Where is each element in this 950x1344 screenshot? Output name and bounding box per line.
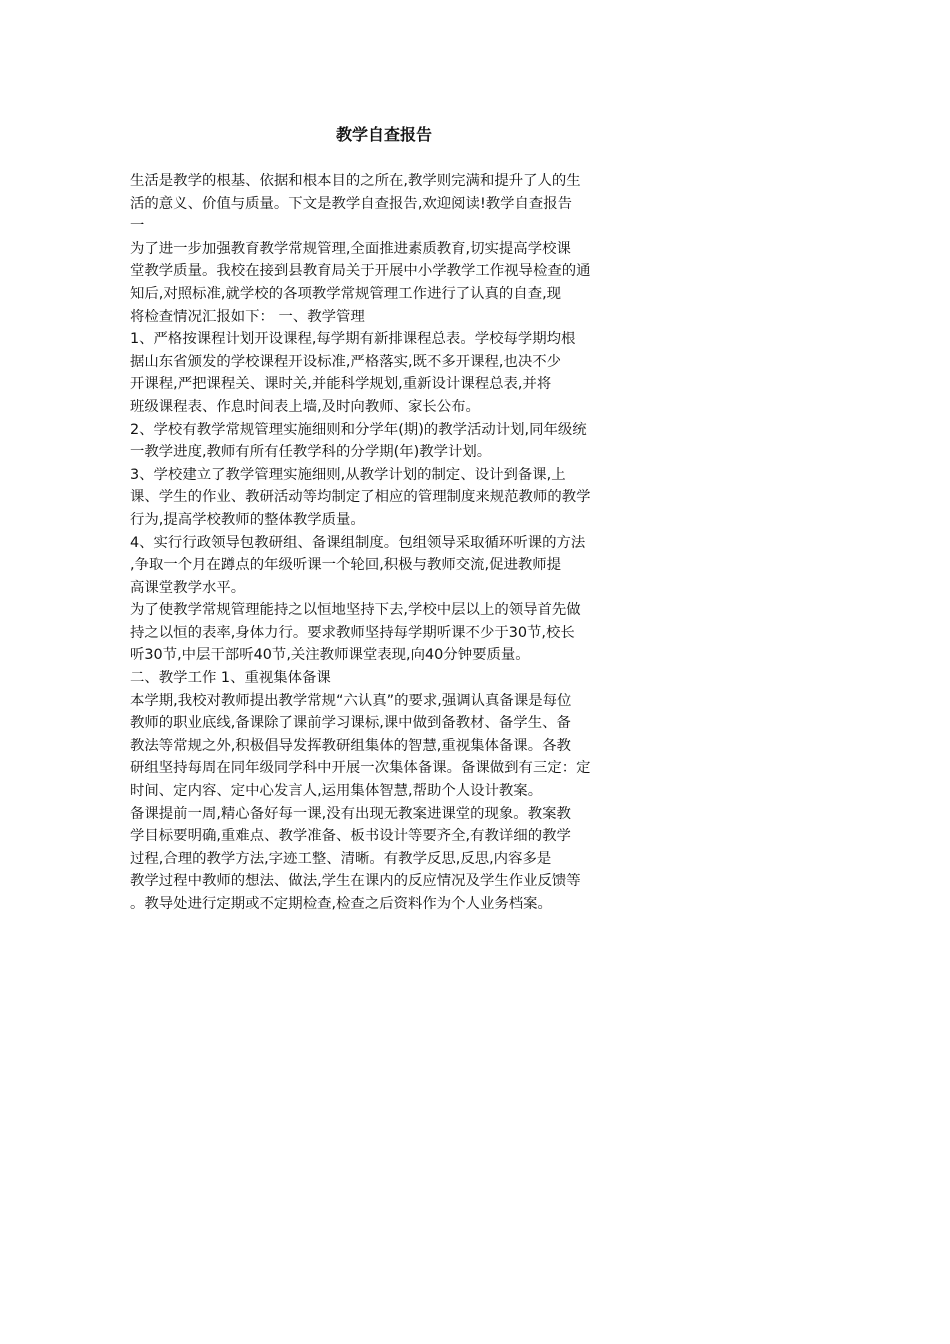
paragraph-line: 知后,对照标准,就学校的各项教学常规管理工作进行了认真的自查,现 — [130, 285, 562, 302]
paragraph-line: 研组坚持每周在同年级同学科中开展一次集体备课。备课做到有三定：定 — [130, 760, 591, 777]
paragraph-line: 开课程,严把课程关、课时关,并能科学规划,重新设计课程总表,并将 — [130, 376, 552, 393]
paragraph-line: 。教导处进行定期或不定期检查,检查之后资料作为个人业务档案。 — [130, 896, 552, 912]
paragraph-line: 一 — [130, 218, 145, 235]
paragraph-line: 本学期,我校对教师提出教学常规“六认真”的要求,强调认真备课是每位 — [130, 692, 572, 709]
paragraph-line: 4、实行行政领导包教研组、备课组制度。包组领导采取循环听课的方法 — [130, 534, 586, 551]
paragraph-line: 为了使教学常规管理能持之以恒地坚持下去,学校中层以上的领导首先做 — [130, 602, 581, 619]
paragraph-line: 堂教学质量。我校在接到县教育局关于开展中小学教学工作视导检查的通 — [130, 263, 591, 280]
paragraph-line: 3、学校建立了教学管理实施细则,从教学计划的制定、设计到备课,上 — [130, 466, 566, 483]
paragraph-line: 班级课程表、作息时间表上墙,及时向教师、家长公布。 — [130, 398, 480, 415]
paragraph-line: 二、教学工作 1、重视集体备课 — [130, 670, 331, 687]
paragraph-line: 行为,提高学校教师的整体教学质量。 — [130, 511, 365, 528]
paragraph-line: 据山东省颁发的学校课程开设标准,严格落实,既不多开课程,也决不少 — [130, 353, 562, 370]
paragraph-line: 学目标要明确,重难点、教学准备、板书设计等要齐全,有教详细的教学 — [130, 828, 571, 845]
paragraph-line: 持之以恒的表率,身体力行。要求教师坚持每学期听课不少于30节,校长 — [130, 624, 575, 641]
paragraph-line: 一教学进度,教师有所有任教学科的分学期(年)教学计划。 — [130, 444, 492, 461]
document-title: 教学自查报告 — [335, 125, 432, 144]
document-body — [130, 170, 650, 916]
paragraph-line: 1、严格按课程计划开设课程,每学期有新排课程总表。学校每学期均根 — [130, 331, 576, 348]
paragraph-line: 教法等常规之外,积极倡导发挥教研组集体的智慧,重视集体备课。各教 — [130, 737, 571, 754]
paragraph-line: 活的意义、价值与质量。下文是教学自查报告,欢迎阅读!教学自查报告 — [130, 195, 573, 212]
paragraph-line: 教学过程中教师的想法、做法,学生在课内的反应情况及学生作业反馈等 — [130, 873, 581, 890]
paragraph-line: 听30节,中层干部听40节,关注教师课堂表现,向40分钟要质量。 — [130, 647, 530, 664]
paragraph-line: 2、学校有教学常规管理实施细则和分学年(期)的教学活动计划,同年级统 — [130, 421, 587, 438]
paragraph-line: 过程,合理的教学方法,字迹工整、清晰。有教学反思,反思,内容多是 — [130, 850, 552, 867]
paragraph-line: ,争取一个月在蹲点的年级听课一个轮回,积极与教师交流,促进教师提 — [130, 557, 562, 574]
paragraph-line: 为了进一步加强教育教学常规管理,全面推进素质教育,切实提高学校课 — [130, 240, 571, 257]
paragraph-line: 课、学生的作业、教研活动等均制定了相应的管理制度来规范教师的教学 — [130, 489, 591, 506]
paragraph-line: 备课提前一周,精心备好每一课,没有出现无教案进课堂的现象。教案教 — [130, 805, 571, 822]
paragraph-line: 教师的职业底线,备课除了课前学习课标,课中做到备教材、备学生、备 — [130, 715, 571, 732]
paragraph-line: 时间、定内容、定中心发言人,运用集体智慧,帮助个人设计教案。 — [130, 783, 543, 800]
paragraph-line: 将检查情况汇报如下： 一、教学管理 — [130, 308, 365, 325]
paragraph-line: 生活是教学的根基、依据和根本目的之所在,教学则完满和提升了人的生 — [130, 173, 581, 189]
paragraph-line: 高课堂教学水平。 — [130, 579, 246, 596]
